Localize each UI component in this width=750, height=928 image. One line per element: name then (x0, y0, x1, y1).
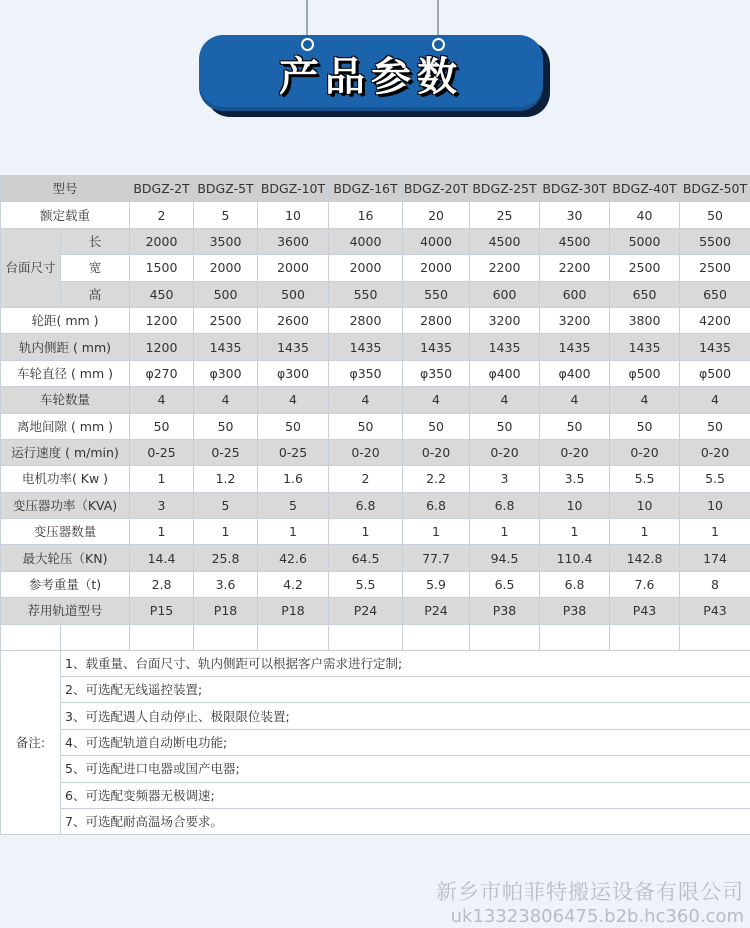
row-label: 离地间隙 ( mm ) (1, 413, 130, 439)
table-cell: 3500 (194, 228, 258, 254)
table-cell: 2200 (470, 255, 540, 281)
table-cell: 1.6 (258, 466, 329, 492)
table-cell: φ500 (610, 360, 680, 386)
sub-label: 高 (61, 281, 130, 307)
table-cell: 10 (540, 492, 610, 518)
table-cell: 0-20 (470, 439, 540, 465)
table-cell: φ400 (540, 360, 610, 386)
table-cell: 1 (403, 519, 470, 545)
table-cell: 3600 (258, 228, 329, 254)
table-cell: 650 (680, 281, 750, 307)
table-cell: 0-20 (329, 439, 403, 465)
table-row (1, 598, 750, 624)
table-cell: 1 (329, 519, 403, 545)
table-cell: 5 (194, 492, 258, 518)
row-label: 额定载重 (1, 202, 130, 228)
table-cell: 7.6 (610, 571, 680, 597)
table-cell: 174 (680, 545, 750, 571)
table-cell: 500 (194, 281, 258, 307)
table-cell: 3200 (540, 307, 610, 333)
table-cell: 0-25 (130, 439, 194, 465)
table-cell: 5 (258, 492, 329, 518)
row-label: 轮距( mm ) (1, 307, 130, 333)
table-cell: 6.8 (403, 492, 470, 518)
note-text: 7、可选配耐高温场合要求。 (61, 808, 750, 834)
table-cell: 2000 (194, 255, 258, 281)
table-cell: 4 (470, 387, 540, 413)
table-cell: 5 (194, 202, 258, 228)
note-text: 3、可选配遇人自动停止、极限限位装置; (61, 703, 750, 729)
header-label: 型号 (1, 176, 130, 202)
table-cell: 4 (258, 387, 329, 413)
table-cell: 5.5 (680, 466, 750, 492)
note-text: 4、可选配轨道自动断电功能; (61, 729, 750, 755)
empty-cell (194, 624, 258, 650)
table-cell: 8 (680, 571, 750, 597)
table-cell: 142.8 (610, 545, 680, 571)
table-cell: 2800 (329, 307, 403, 333)
table-cell: 2600 (258, 307, 329, 333)
spec-table (0, 175, 750, 835)
model-header: BDGZ-20T (403, 176, 470, 202)
table-cell: 1435 (403, 334, 470, 360)
empty-cell (258, 624, 329, 650)
title-sign (199, 35, 543, 111)
table-cell: 4500 (540, 228, 610, 254)
model-header: BDGZ-2T (130, 176, 194, 202)
table-cell: 50 (680, 202, 750, 228)
table-cell: 6.8 (470, 492, 540, 518)
table-cell: 1 (610, 519, 680, 545)
table-cell: 3.5 (540, 466, 610, 492)
table-row (1, 413, 750, 439)
table-row (1, 519, 750, 545)
table-cell: 0-20 (403, 439, 470, 465)
table-cell: 1435 (329, 334, 403, 360)
table-cell: 1435 (470, 334, 540, 360)
table-cell: 1435 (194, 334, 258, 360)
table-row (1, 439, 750, 465)
table-cell: 10 (680, 492, 750, 518)
table-cell: 50 (329, 413, 403, 439)
row-label: 轨内侧距 ( mm) (1, 334, 130, 360)
table-cell: 500 (258, 281, 329, 307)
model-header: BDGZ-16T (329, 176, 403, 202)
row-label: 最大轮压（KN) (1, 545, 130, 571)
table-cell: 2800 (403, 307, 470, 333)
table-cell: 3.6 (194, 571, 258, 597)
table-cell: P38 (470, 598, 540, 624)
empty-cell (680, 624, 750, 650)
table-cell: 1200 (130, 307, 194, 333)
table-cell: 2500 (610, 255, 680, 281)
footer-watermark (436, 878, 744, 928)
table-cell: 110.4 (540, 545, 610, 571)
table-cell: 450 (130, 281, 194, 307)
table-cell: 2500 (194, 307, 258, 333)
table-cell: 50 (130, 413, 194, 439)
table-cell: 550 (329, 281, 403, 307)
table-cell: 4200 (680, 307, 750, 333)
empty-cell (540, 624, 610, 650)
model-header: BDGZ-30T (540, 176, 610, 202)
table-cell: 94.5 (470, 545, 540, 571)
row-label: 参考重量（t) (1, 571, 130, 597)
table-cell: 5.5 (329, 571, 403, 597)
note-row (1, 808, 750, 834)
row-label: 电机功率( Kw ) (1, 466, 130, 492)
footer-company: 新乡市帕菲特搬运设备有限公司 (436, 880, 744, 904)
table-cell: 3 (470, 466, 540, 492)
empty-cell (329, 624, 403, 650)
table-cell: φ350 (329, 360, 403, 386)
table-cell: 50 (258, 413, 329, 439)
sign-ring-left (301, 38, 314, 51)
table-row (1, 360, 750, 386)
table-cell: 1 (680, 519, 750, 545)
table-cell: 2500 (680, 255, 750, 281)
table-cell: 1 (130, 466, 194, 492)
row-label: 车轮直径 ( mm ) (1, 360, 130, 386)
table-cell: 600 (540, 281, 610, 307)
table-cell: 2.8 (130, 571, 194, 597)
sign-ring-right (432, 38, 445, 51)
empty-cell (403, 624, 470, 650)
table-cell: 4 (610, 387, 680, 413)
row-label: 车轮数量 (1, 387, 130, 413)
table-cell: 4 (540, 387, 610, 413)
table-cell: 4000 (329, 228, 403, 254)
table-cell: 2 (130, 202, 194, 228)
table-cell: 50 (680, 413, 750, 439)
table-cell: 2 (329, 466, 403, 492)
table-cell: 6.5 (470, 571, 540, 597)
group-label: 台面尺寸 (1, 228, 61, 307)
table-cell: 0-20 (540, 439, 610, 465)
page-title: 产品参数 (279, 53, 463, 100)
table-cell: 3200 (470, 307, 540, 333)
table-row (1, 387, 750, 413)
table-cell: 1 (130, 519, 194, 545)
table-row (1, 202, 750, 228)
table-cell: 50 (610, 413, 680, 439)
table-cell: 4 (403, 387, 470, 413)
table-cell: 0-25 (258, 439, 329, 465)
table-row (1, 255, 750, 281)
table-cell: P18 (194, 598, 258, 624)
table-row (1, 545, 750, 571)
table-cell: 1.2 (194, 466, 258, 492)
note-text: 6、可选配变频器无极调速; (61, 782, 750, 808)
note-text: 2、可选配无线遥控装置; (61, 677, 750, 703)
table-cell: 25 (470, 202, 540, 228)
table-cell: 0-20 (680, 439, 750, 465)
table-cell: φ500 (680, 360, 750, 386)
empty-cell (470, 624, 540, 650)
table-cell: P38 (540, 598, 610, 624)
row-label: 变压器数量 (1, 519, 130, 545)
model-header: BDGZ-50T (680, 176, 750, 202)
note-text: 1、载重量、台面尺寸、轨内侧距可以根据客户需求进行定制; (61, 650, 750, 676)
table-cell: 1500 (130, 255, 194, 281)
table-cell: 4000 (403, 228, 470, 254)
table-cell: 4 (680, 387, 750, 413)
table-cell: 5500 (680, 228, 750, 254)
table-row (1, 334, 750, 360)
table-cell: 50 (470, 413, 540, 439)
footer-site: uk13323806475.b2b.hc360.com (450, 906, 744, 927)
table-cell: 4 (130, 387, 194, 413)
note-row (1, 703, 750, 729)
note-row (1, 650, 750, 676)
note-row (1, 729, 750, 755)
table-cell: 650 (610, 281, 680, 307)
note-row (1, 756, 750, 782)
table-cell: 2.2 (403, 466, 470, 492)
table-cell: 3800 (610, 307, 680, 333)
table-cell: 50 (403, 413, 470, 439)
row-label: 运行速度 ( m/min) (1, 439, 130, 465)
table-cell: 40 (610, 202, 680, 228)
table-cell: 4 (194, 387, 258, 413)
table-cell: 1 (194, 519, 258, 545)
table-cell: 1435 (258, 334, 329, 360)
empty-cell (610, 624, 680, 650)
table-cell: 1 (540, 519, 610, 545)
table-cell: 64.5 (329, 545, 403, 571)
table-cell: φ350 (403, 360, 470, 386)
table-cell: 5.9 (403, 571, 470, 597)
table-cell: 6.8 (540, 571, 610, 597)
table-cell: 2000 (130, 228, 194, 254)
table-cell: P43 (680, 598, 750, 624)
table-row (1, 228, 750, 254)
table-cell: 2000 (403, 255, 470, 281)
table-cell: 20 (403, 202, 470, 228)
table-cell: 50 (194, 413, 258, 439)
table-cell: 1 (258, 519, 329, 545)
table-row (1, 466, 750, 492)
table-cell: φ400 (470, 360, 540, 386)
table-cell: 50 (540, 413, 610, 439)
note-row (1, 782, 750, 808)
table-cell: P18 (258, 598, 329, 624)
table-cell: 1435 (610, 334, 680, 360)
table-cell: 2000 (329, 255, 403, 281)
table-cell: 30 (540, 202, 610, 228)
table-cell: 2000 (258, 255, 329, 281)
table-cell: 4.2 (258, 571, 329, 597)
table-cell: 25.8 (194, 545, 258, 571)
table-cell: 14.4 (130, 545, 194, 571)
table-cell: P24 (329, 598, 403, 624)
table-cell: φ270 (130, 360, 194, 386)
table-cell: 2200 (540, 255, 610, 281)
table-cell: 600 (470, 281, 540, 307)
notes-label: 备注: (1, 650, 61, 835)
table-cell: P43 (610, 598, 680, 624)
table-cell: 6.8 (329, 492, 403, 518)
sub-label: 长 (61, 228, 130, 254)
table-cell: 4500 (470, 228, 540, 254)
table-cell: 42.6 (258, 545, 329, 571)
table-cell: 1435 (680, 334, 750, 360)
model-header: BDGZ-5T (194, 176, 258, 202)
table-row (1, 307, 750, 333)
table-cell: 0-20 (610, 439, 680, 465)
spacer-row (1, 624, 750, 650)
empty-cell (1, 624, 61, 650)
empty-cell (130, 624, 194, 650)
table-cell: P15 (130, 598, 194, 624)
table-row (1, 281, 750, 307)
table-row (1, 571, 750, 597)
sub-label: 宽 (61, 255, 130, 281)
table-cell: 77.7 (403, 545, 470, 571)
table-cell: 1435 (540, 334, 610, 360)
model-header: BDGZ-40T (610, 176, 680, 202)
table-cell: 550 (403, 281, 470, 307)
model-header: BDGZ-25T (470, 176, 540, 202)
note-text: 5、可选配进口电器或国产电器; (61, 756, 750, 782)
table-cell: 10 (258, 202, 329, 228)
table-cell: φ300 (258, 360, 329, 386)
table-cell: 1 (470, 519, 540, 545)
table-cell: P24 (403, 598, 470, 624)
empty-cell (61, 624, 130, 650)
table-cell: 16 (329, 202, 403, 228)
table-cell: 1200 (130, 334, 194, 360)
header-row (1, 176, 750, 202)
table-row (1, 492, 750, 518)
row-label: 荐用轨道型号 (1, 598, 130, 624)
table-cell: 4 (329, 387, 403, 413)
table-cell: φ300 (194, 360, 258, 386)
note-row (1, 677, 750, 703)
table-cell: 5.5 (610, 466, 680, 492)
table-cell: 10 (610, 492, 680, 518)
model-header: BDGZ-10T (258, 176, 329, 202)
table-cell: 5000 (610, 228, 680, 254)
table-cell: 3 (130, 492, 194, 518)
row-label: 变压器功率（KVA) (1, 492, 130, 518)
table-cell: 0-25 (194, 439, 258, 465)
